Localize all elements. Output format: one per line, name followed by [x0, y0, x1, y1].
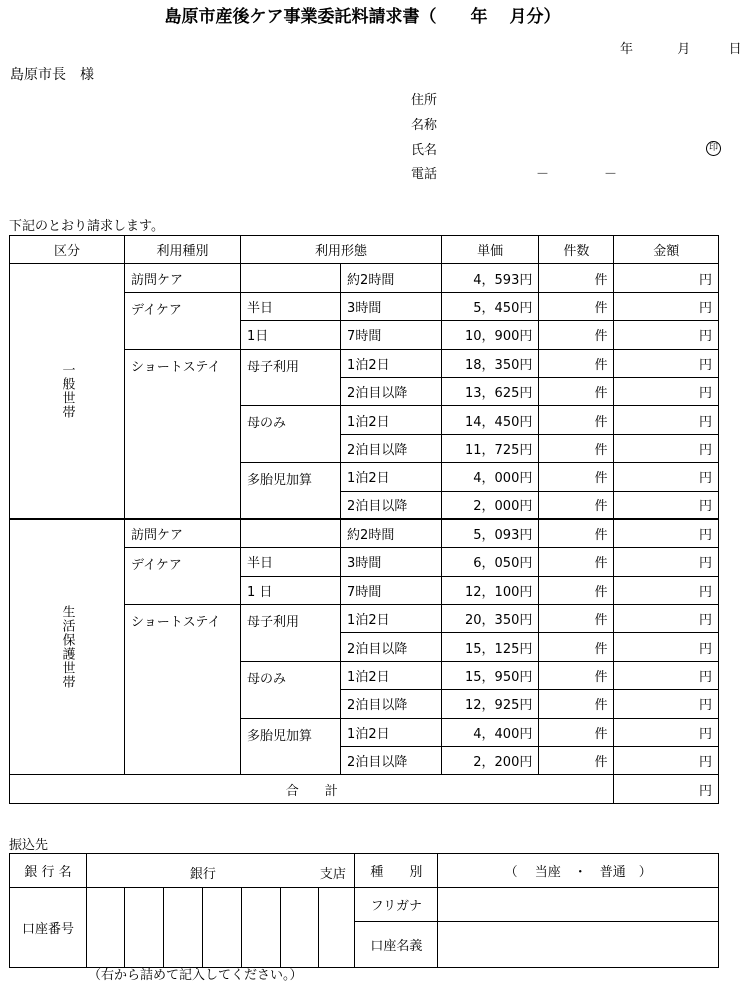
amount-field[interactable]: 円	[614, 747, 719, 775]
bank-table	[9, 853, 719, 968]
unit-price-cell: 4，593円	[441, 264, 538, 292]
usage-sub-cell: 多胎児加算	[241, 718, 341, 775]
usage-form-cell: 1泊2日	[341, 349, 442, 377]
count-field[interactable]: 件	[539, 463, 614, 491]
amount-field[interactable]: 円	[614, 576, 719, 604]
table-row	[10, 519, 719, 547]
usage-sub-cell: 母子利用	[241, 605, 341, 662]
header-usage-form: 利用形態	[241, 236, 442, 264]
bank-note: （右から詰めて記入してください。）	[88, 968, 303, 983]
usage-type-cell: デイケア	[125, 548, 241, 605]
intro-text: 下記のとおり請求します。	[9, 219, 164, 234]
phone-separator-2: －	[604, 167, 618, 182]
category-welfare: 生活保護世帯	[10, 519, 125, 775]
account-digit-4[interactable]	[202, 888, 241, 968]
header-count: 件数	[539, 236, 614, 264]
usage-sub-cell: 母子利用	[241, 349, 341, 406]
date-month-field[interactable]: 月	[677, 42, 691, 57]
count-field[interactable]: 件	[539, 605, 614, 633]
count-field[interactable]: 件	[539, 264, 614, 292]
unit-price-cell: 6，050円	[441, 548, 538, 576]
usage-sub-cell: 多胎児加算	[241, 463, 341, 520]
usage-form-cell: 2泊目以降	[341, 377, 442, 405]
count-field[interactable]: 件	[539, 434, 614, 462]
account-digit-3[interactable]	[163, 888, 202, 968]
table-header-row	[10, 236, 719, 264]
usage-form-cell: 約2時間	[341, 264, 442, 292]
usage-form-cell: 1泊2日	[341, 661, 442, 689]
amount-field[interactable]: 円	[614, 519, 719, 547]
bank-name-row	[10, 854, 719, 888]
unit-price-cell: 5，450円	[441, 292, 538, 320]
count-field[interactable]: 件	[539, 377, 614, 405]
usage-form-cell: 7時間	[341, 321, 442, 349]
date-year-field[interactable]: 年	[620, 42, 634, 57]
account-name-label: 口座名義	[355, 922, 438, 968]
header-amount: 金額	[614, 236, 719, 264]
amount-field[interactable]: 円	[614, 548, 719, 576]
amount-field[interactable]: 円	[614, 605, 719, 633]
unit-price-cell: 5，093円	[441, 519, 538, 547]
amount-field[interactable]: 円	[614, 690, 719, 718]
usage-form-cell: 2泊目以降	[341, 491, 442, 519]
total-amount-field[interactable]: 円	[614, 775, 719, 803]
seal-icon: 印	[706, 139, 721, 156]
count-field[interactable]: 件	[539, 519, 614, 547]
unit-price-cell: 2，000円	[441, 491, 538, 519]
usage-sub-cell: 1 日	[241, 576, 341, 604]
account-digit-1[interactable]	[86, 888, 124, 968]
count-field[interactable]: 件	[539, 321, 614, 349]
amount-field[interactable]: 円	[614, 264, 719, 292]
category-general: 一般世帯	[10, 264, 125, 520]
amount-field[interactable]: 円	[614, 633, 719, 661]
usage-sub-cell	[241, 519, 341, 547]
phone-label: 電話	[411, 167, 438, 182]
document-title: 島原市産後ケア事業委託料請求書（ 年 月分）	[164, 7, 561, 27]
account-number-label: 口座番号	[10, 888, 87, 968]
furigana-field[interactable]	[438, 888, 719, 922]
unit-price-cell: 15，125円	[441, 633, 538, 661]
amount-field[interactable]: 円	[614, 463, 719, 491]
account-kind-field[interactable]: （ 当座 ・ 普通 ）	[438, 854, 719, 888]
usage-sub-cell	[241, 264, 341, 292]
usage-type-cell: 訪問ケア	[125, 264, 241, 292]
bank-name-label: 銀 行 名	[10, 854, 87, 888]
unit-price-cell: 4，000円	[441, 463, 538, 491]
amount-field[interactable]: 円	[614, 491, 719, 519]
total-row	[10, 775, 719, 803]
amount-field[interactable]: 円	[614, 406, 719, 434]
usage-form-cell: 約2時間	[341, 519, 442, 547]
usage-sub-cell: 半日	[241, 292, 341, 320]
usage-sub-cell: 半日	[241, 548, 341, 576]
count-field[interactable]: 件	[539, 747, 614, 775]
usage-form-cell: 1泊2日	[341, 605, 442, 633]
usage-sub-cell: 1日	[241, 321, 341, 349]
person-label: 氏名	[411, 143, 438, 158]
table-row	[10, 264, 719, 292]
usage-form-cell: 1泊2日	[341, 463, 442, 491]
unit-price-cell: 11，725円	[441, 434, 538, 462]
amount-field[interactable]: 円	[614, 321, 719, 349]
date-line	[620, 38, 742, 57]
account-digit-6[interactable]	[280, 888, 319, 968]
usage-form-cell: 3時間	[341, 548, 442, 576]
name-label: 名称	[411, 118, 438, 133]
count-field[interactable]: 件	[539, 491, 614, 519]
count-field[interactable]: 件	[539, 548, 614, 576]
amount-field[interactable]: 円	[614, 434, 719, 462]
address-label: 住所	[411, 93, 438, 108]
amount-field[interactable]: 円	[614, 718, 719, 746]
bank-section-label: 振込先	[9, 838, 49, 853]
usage-type-cell: ショートステイ	[125, 349, 241, 519]
usage-sub-cell: 母のみ	[241, 406, 341, 463]
count-field[interactable]: 件	[539, 690, 614, 718]
amount-field[interactable]: 円	[614, 377, 719, 405]
unit-price-cell: 2，200円	[441, 747, 538, 775]
amount-field[interactable]: 円	[614, 349, 719, 377]
usage-form-cell: 2泊目以降	[341, 747, 442, 775]
account-row-1	[10, 888, 719, 922]
usage-form-cell: 3時間	[341, 292, 442, 320]
furigana-label: フリガナ	[355, 888, 438, 922]
count-field[interactable]: 件	[539, 406, 614, 434]
unit-price-cell: 12，100円	[441, 576, 538, 604]
bank-name-field[interactable]	[86, 854, 354, 888]
account-digit-5[interactable]	[241, 888, 280, 968]
phone-separator-1: －	[536, 167, 550, 182]
unit-price-cell: 20，350円	[441, 605, 538, 633]
unit-price-cell: 10，900円	[441, 321, 538, 349]
usage-form-cell: 2泊目以降	[341, 633, 442, 661]
count-field[interactable]: 件	[539, 292, 614, 320]
header-usage-type: 利用種別	[125, 236, 241, 264]
header-category: 区分	[10, 236, 125, 264]
kind-label: 種 別	[355, 854, 438, 888]
count-field[interactable]: 件	[539, 633, 614, 661]
date-day-field[interactable]: 日	[728, 42, 742, 57]
unit-price-cell: 13，625円	[441, 377, 538, 405]
usage-form-cell: 1泊2日	[341, 406, 442, 434]
bank-suffix: 銀行	[189, 867, 216, 882]
usage-form-cell: 7時間	[341, 576, 442, 604]
account-digit-7[interactable]	[319, 888, 355, 968]
fee-table	[9, 235, 719, 804]
unit-price-cell: 14，450円	[441, 406, 538, 434]
branch-suffix: 支店	[319, 867, 346, 882]
usage-type-cell: ショートステイ	[125, 605, 241, 775]
usage-form-cell: 1泊2日	[341, 718, 442, 746]
unit-price-cell: 12，925円	[441, 690, 538, 718]
count-field[interactable]: 件	[539, 718, 614, 746]
unit-price-cell: 15，950円	[441, 661, 538, 689]
account-digit-2[interactable]	[124, 888, 163, 968]
count-field[interactable]: 件	[539, 576, 614, 604]
usage-form-cell: 2泊目以降	[341, 690, 442, 718]
usage-form-cell: 2泊目以降	[341, 434, 442, 462]
usage-sub-cell: 母のみ	[241, 661, 341, 718]
count-field[interactable]: 件	[539, 349, 614, 377]
unit-price-cell: 4，400円	[441, 718, 538, 746]
usage-type-cell: デイケア	[125, 292, 241, 349]
amount-field[interactable]: 円	[614, 661, 719, 689]
usage-type-cell: 訪問ケア	[125, 519, 241, 547]
header-unit-price: 単価	[441, 236, 538, 264]
count-field[interactable]: 件	[539, 661, 614, 689]
account-name-field[interactable]	[438, 922, 719, 968]
unit-price-cell: 18，350円	[441, 349, 538, 377]
amount-field[interactable]: 円	[614, 292, 719, 320]
total-label: 合 計	[10, 775, 614, 803]
addressee: 島原市長 様	[10, 67, 94, 83]
